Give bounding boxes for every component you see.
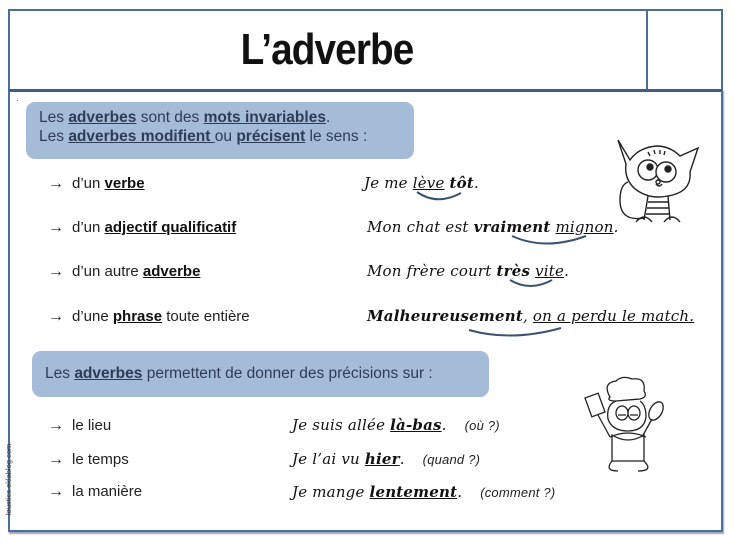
definition-box [26,102,414,159]
rule-item-adverbe [48,263,200,281]
definition-line-1 [39,108,414,127]
precision-example-3 [292,483,555,501]
question: (quand ?) [422,452,481,467]
arrow-right-icon: → [48,219,64,236]
arrow-right-icon: → [48,175,64,192]
text: . [399,450,405,468]
modified-word: mignon [555,218,614,236]
text: le temps [72,451,129,468]
text: d’une [72,308,113,325]
text: . [474,174,479,192]
arrow-right-icon: → [48,417,64,434]
keyword: précisent [236,128,306,145]
question: (comment ?) [480,485,556,500]
text: Je mange [292,483,370,501]
text: permettent de donner des précisions sur : [142,365,433,382]
text: Les [39,109,69,126]
modified-word: lève [412,174,445,192]
stray-dot: · [16,96,19,105]
text: Je suis allée [292,416,391,434]
text: ou [214,128,237,145]
text: Mon chat est [367,218,474,236]
keyword: adverbes [74,365,143,382]
text: Les [45,365,75,382]
link-arc [508,278,556,290]
arrow-right-icon: → [48,451,64,468]
keyword: adjectif qualificatif [104,219,237,236]
text: d’un autre [72,263,143,280]
precision-item-maniere [48,483,142,501]
arrow-right-icon: → [48,483,64,500]
text: , [522,307,533,325]
text: . [325,109,331,126]
text: . [441,416,447,434]
chef-cat-illustration-icon [582,375,672,483]
rule-item-phrase [48,308,250,326]
example-sentence-4 [367,307,694,325]
keyword: mots invariables [203,109,326,126]
text: . [564,262,570,280]
text: le lieu [72,417,112,434]
adverb: là-bas [390,416,442,434]
question: (où ?) [464,418,500,433]
text: sont des [136,109,204,126]
keyword: adverbes modifient [68,128,215,145]
adverb: Malheureusement [367,307,523,325]
page-title: L’adverbe [240,24,414,74]
credit-text: loustics.eklablog.com [4,443,13,515]
arrow-right-icon: → [48,308,64,325]
link-arc [466,324,566,342]
text: . [457,483,463,501]
adverb: vraiment [473,218,551,236]
text: d’un [72,219,105,236]
keyword: verbe [104,175,145,192]
definition-line-2 [39,127,414,146]
link-arc [510,233,590,249]
title-divider [646,9,648,90]
modified-word: vite [535,262,565,280]
precision-example-1 [292,416,500,434]
adverb: lentement [369,483,458,501]
precision-box [32,351,489,397]
adverb: tôt [449,174,474,192]
text: le sens : [305,128,368,145]
keyword: adverbe [142,263,201,280]
rule-item-verbe [48,175,145,193]
arrow-right-icon: → [48,263,64,280]
modified-phrase: on a perdu le match. [532,307,695,325]
adverb: hier [364,450,400,468]
text: Je me [364,174,413,192]
precision-item-lieu [48,417,111,435]
text: la manière [72,483,143,500]
cat-illustration-icon [608,130,703,230]
precision-item-temps [48,451,129,469]
text: Les [39,128,69,145]
rule-item-adjectif [48,219,236,237]
keyword: adverbes [68,109,137,126]
link-arc [415,190,465,204]
text: d’un [72,175,105,192]
text: toute entière [162,308,250,325]
keyword: phrase [112,308,163,325]
text: Je l’ai vu [292,450,365,468]
text: . [613,218,619,236]
adverb: très [496,262,531,280]
precision-example-2 [292,450,480,468]
text: Mon frère court [367,262,497,280]
